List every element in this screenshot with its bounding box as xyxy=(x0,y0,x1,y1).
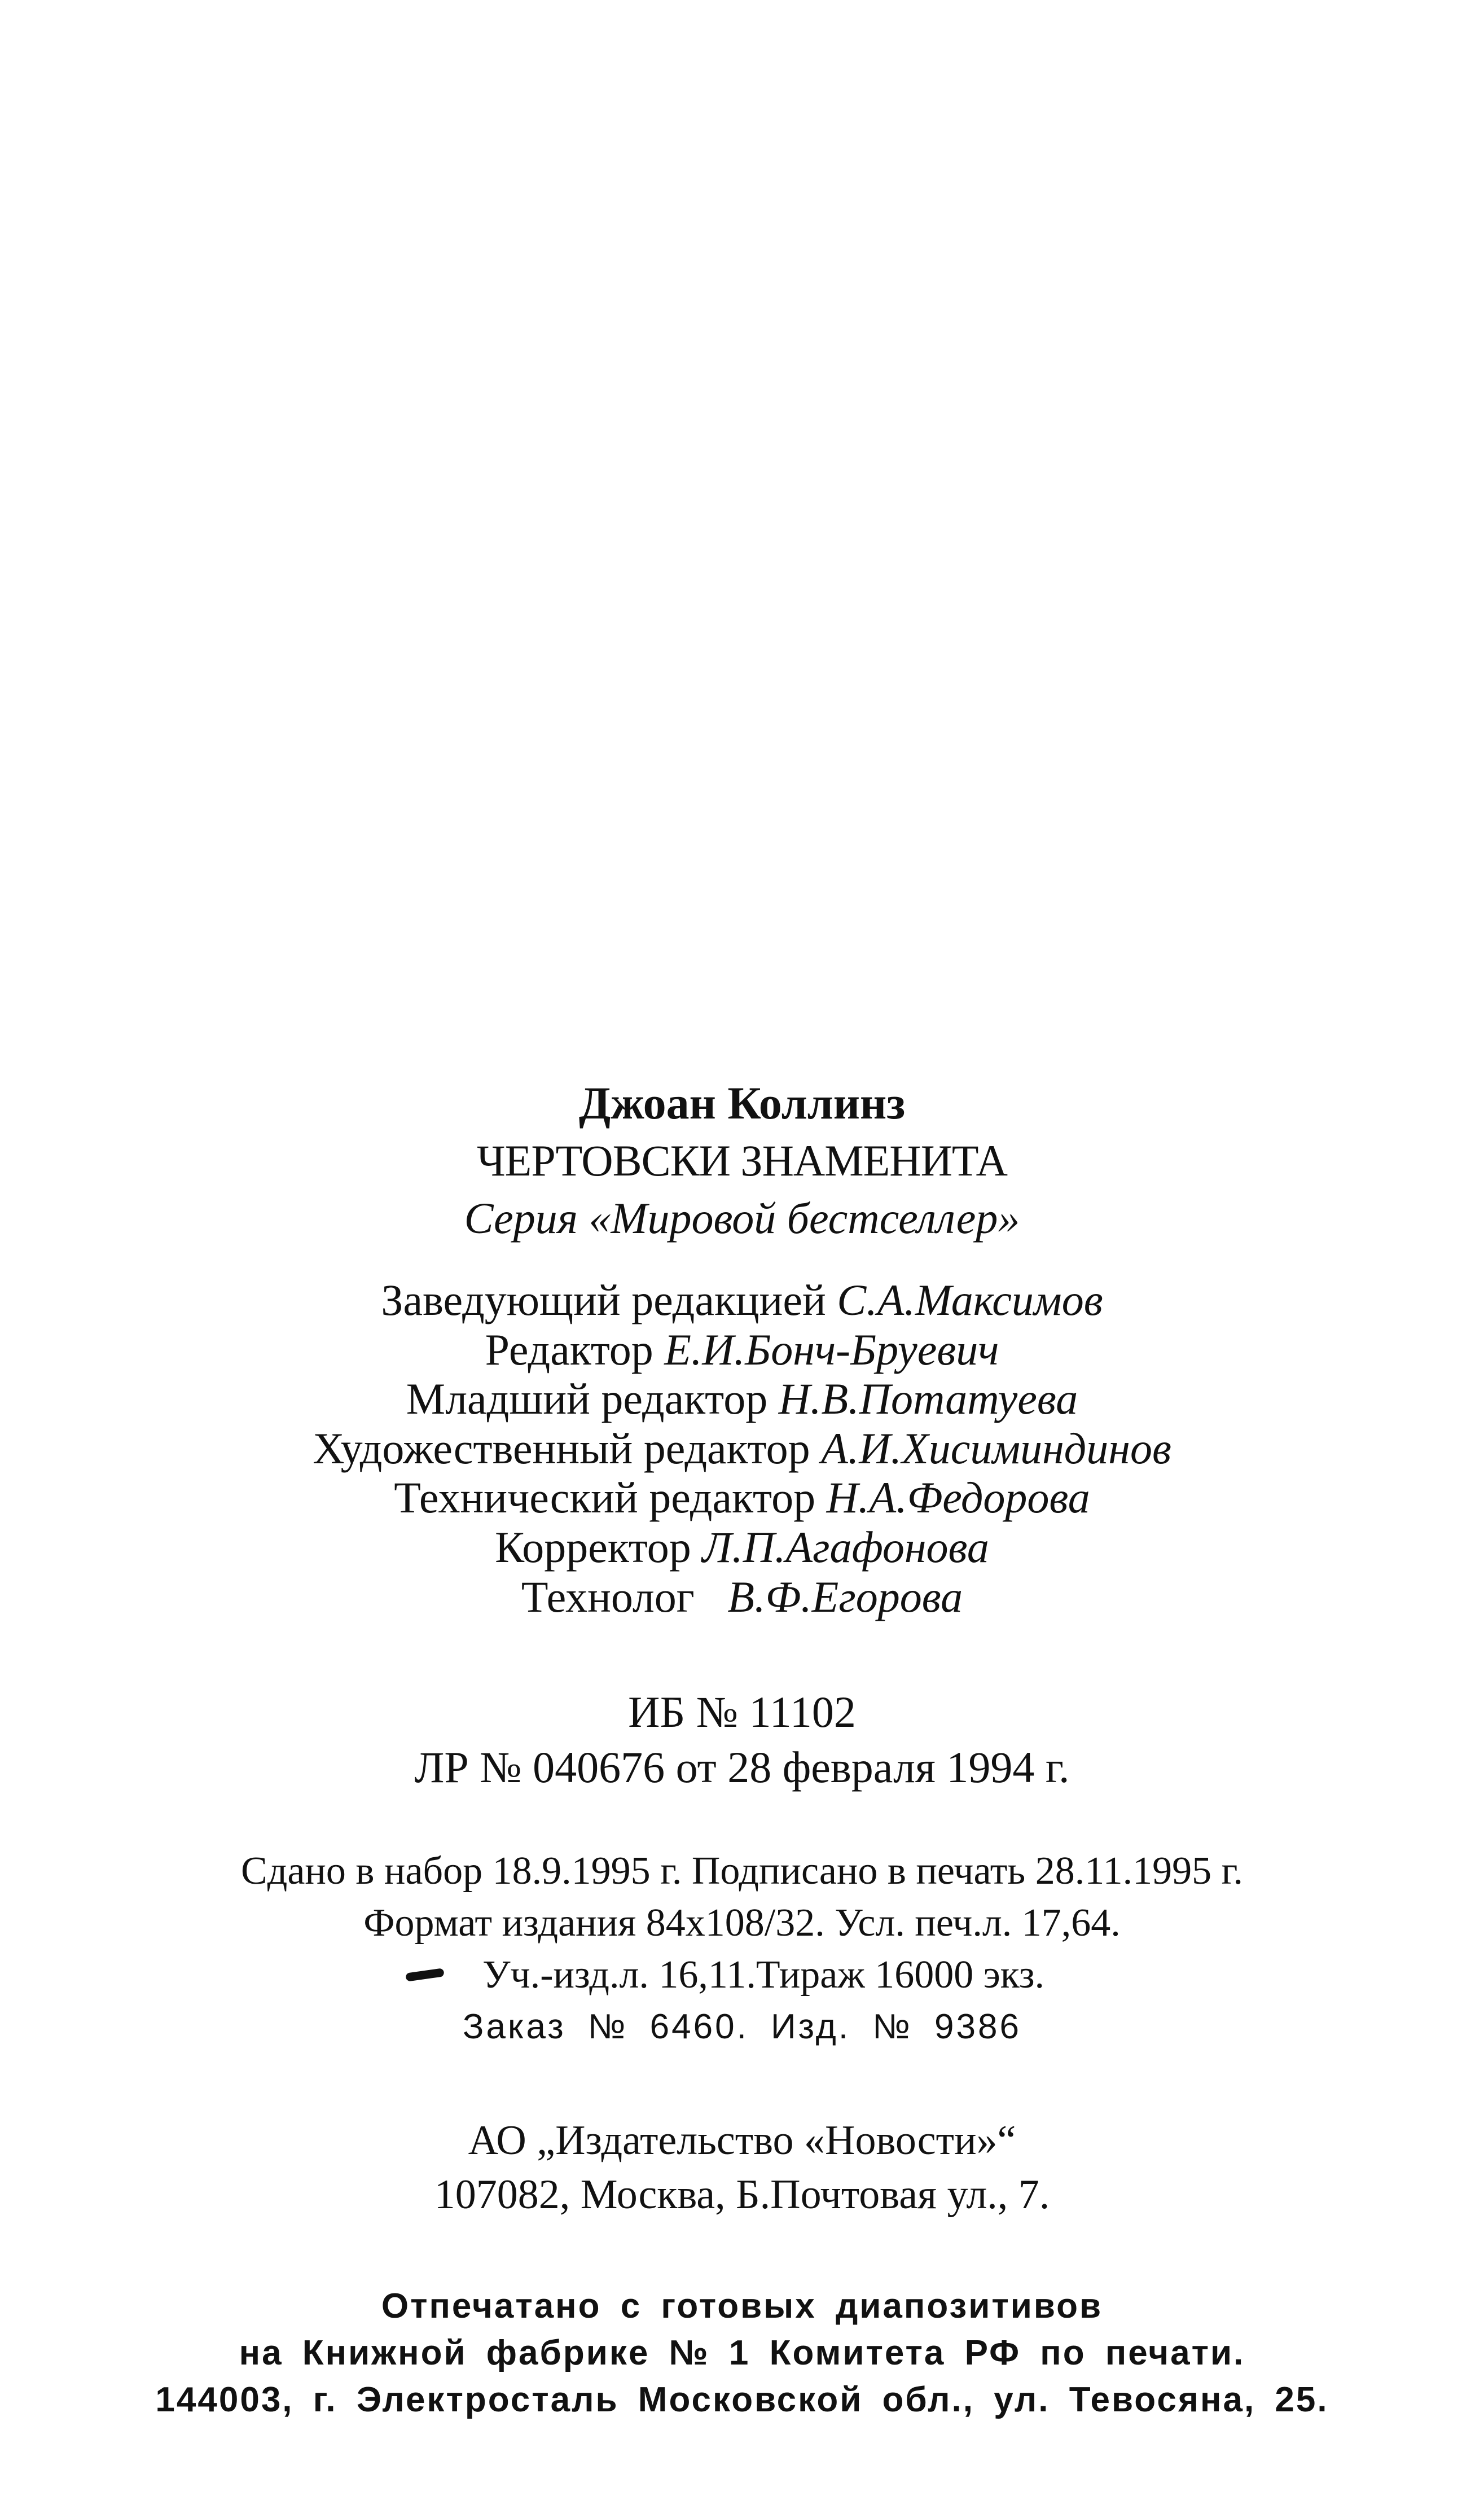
order-number: Заказ № 6460. Изд. № 9386 xyxy=(463,2007,1021,2046)
printer-line-1: Отпечатано с готовых диапозитивов xyxy=(381,2287,1103,2326)
credit-role: Корректор xyxy=(495,1522,691,1572)
credit-person: Е.И.Бонч-Бруевич xyxy=(664,1324,999,1374)
credit-line xyxy=(0,1523,1484,1572)
credit-line xyxy=(0,1424,1484,1473)
print-format: Формат издания 84x108/32. Усл. печ.л. 17,64. xyxy=(363,1901,1121,1945)
credit-line xyxy=(0,1473,1484,1523)
credit-person: Н.А.Федорова xyxy=(826,1473,1090,1523)
ib-number: ИБ № 11102 xyxy=(628,1687,856,1736)
print-run-line xyxy=(0,1949,1467,2001)
credits-list xyxy=(0,1275,1484,1621)
credit-person: Н.В.Потатуева xyxy=(778,1374,1078,1424)
credit-person: В.Ф.Егорова xyxy=(727,1572,963,1621)
publisher-address: 107082, Москва, Б.Почтовая ул., 7. xyxy=(434,2172,1050,2218)
credit-line xyxy=(0,1374,1484,1424)
lr-number: ЛР № 040676 от 28 февраля 1994 г. xyxy=(414,1743,1070,1792)
print-dates: Сдано в набор 18.9.1995 г. Подписано в печать 28.11.1995 г. xyxy=(241,1849,1243,1893)
credit-line xyxy=(0,1325,1484,1375)
book-title: ЧЕРТОВСКИ ЗНАМЕНИТА xyxy=(476,1136,1007,1185)
printer-line-2: на Книжной фабрике № 1 Комитета РФ по печати. xyxy=(239,2333,1245,2372)
credit-role: Заведующий редакцией xyxy=(381,1275,826,1324)
dash-mark-icon xyxy=(405,1968,444,1982)
credit-role: Редактор xyxy=(485,1324,653,1374)
credit-role: Младший редактор xyxy=(406,1374,768,1424)
printer-address: 144003, г. Электросталь Московской обл., ул. Тевосяна, 25. xyxy=(155,2380,1329,2419)
credit-role: Технический редактор xyxy=(394,1473,816,1523)
credit-line xyxy=(0,1572,1484,1622)
credit-role: Художественный редактор xyxy=(313,1423,810,1473)
credit-person: А.И.Хисиминдинов xyxy=(821,1423,1171,1473)
print-run: Уч.-изд.л. 16,11.Тираж 16000 экз. xyxy=(482,1953,1045,1997)
title-block xyxy=(0,1075,1484,1247)
printer-block xyxy=(0,2283,1484,2423)
credit-role: Технолог xyxy=(521,1572,695,1621)
registration-block xyxy=(0,1685,1484,1795)
credit-person: Л.П.Агафонова xyxy=(702,1522,989,1572)
publisher-block xyxy=(0,2113,1484,2222)
credit-person: С.А.Максимов xyxy=(837,1275,1103,1324)
author-name: Джоан Коллинз xyxy=(578,1077,906,1129)
credit-line xyxy=(0,1275,1484,1325)
series-name: Серия «Мировой бестселлер» xyxy=(464,1194,1020,1243)
publisher-name: АО „Издательство «Новости»“ xyxy=(468,2117,1016,2164)
print-info-block xyxy=(0,1845,1484,2053)
